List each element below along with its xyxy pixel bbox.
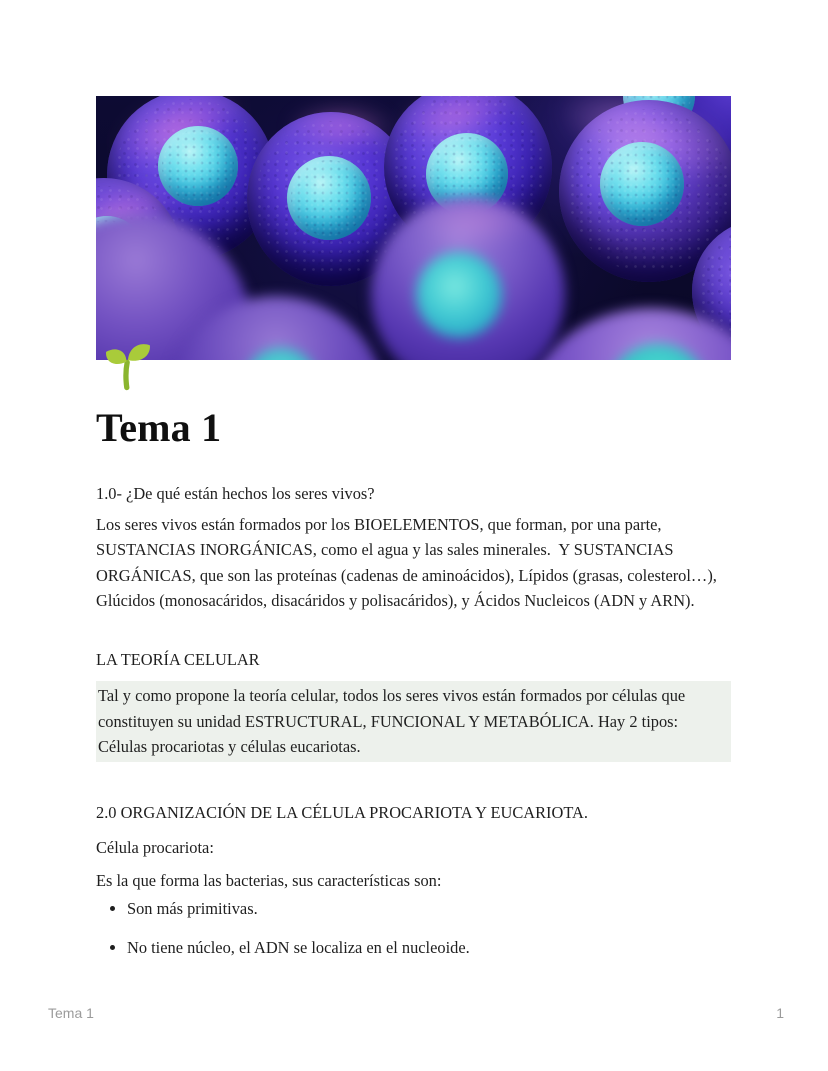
page-title: Tema 1: [96, 405, 222, 450]
section-heading-organizacion: 2.0 ORGANIZACIÓN DE LA CÉLULA PROCARIOTA Y EUCARIOTA.: [96, 802, 588, 822]
paragraph-bioelementos: Los seres vivos están formados por los BIOELEMENTOS, que forman, por una parte, SUSTANCIAS INORGÁNICAS, como el agua y las sales minerales. Y SUSTANCIAS ORGÁNICAS, que son las proteínas (cadenas de aminoácidos), Lípidos (grasas, colesterol…), Glúcidos (monosacáridos, disacáridos y polisacáridos), y Ácidos Nucleicos (ADN y ARN).: [96, 514, 717, 610]
paragraph-celula-procariota: Célula procariota:: [96, 838, 214, 857]
list-item: [127, 935, 731, 961]
cover-image-cells: [96, 96, 731, 360]
cell-pink-glow: [411, 199, 541, 243]
footer-page-number: 1: [776, 1005, 784, 1021]
cell-nucleus: [416, 252, 502, 338]
list-item-text: No tiene núcleo, el ADN se localiza en el nucleoide.: [127, 937, 470, 957]
question-heading: 1.0- ¿De qué están hechos los seres vivos?: [96, 484, 375, 503]
page-footer: [48, 1005, 784, 1021]
cell-nucleus: [606, 344, 710, 360]
document-body: [96, 360, 731, 960]
cell-nucleus: [243, 348, 319, 360]
bullet-list: [96, 896, 731, 960]
highlighted-paragraph: Tal y como propone la teoría celular, todos los seres vivos están formados por células que constituyen su unidad ESTRUCTURAL, FUNCIONAL Y METABÓLICA. Hay 2 tipos: Células procariotas y células eucariotas.: [96, 681, 731, 762]
cell-nucleus: [287, 156, 371, 240]
footer-document-title: Tema 1: [48, 1005, 94, 1021]
cell-nucleus: [600, 142, 684, 226]
paragraph-bacterias: Es la que forma las bacterias, sus características son:: [96, 870, 442, 890]
list-item-text: Son más primitivas.: [127, 899, 258, 918]
cell-pink-glow: [286, 104, 396, 150]
section-heading-teoria-celular: LA TEORÍA CELULAR: [96, 649, 260, 669]
list-item: [127, 896, 731, 922]
